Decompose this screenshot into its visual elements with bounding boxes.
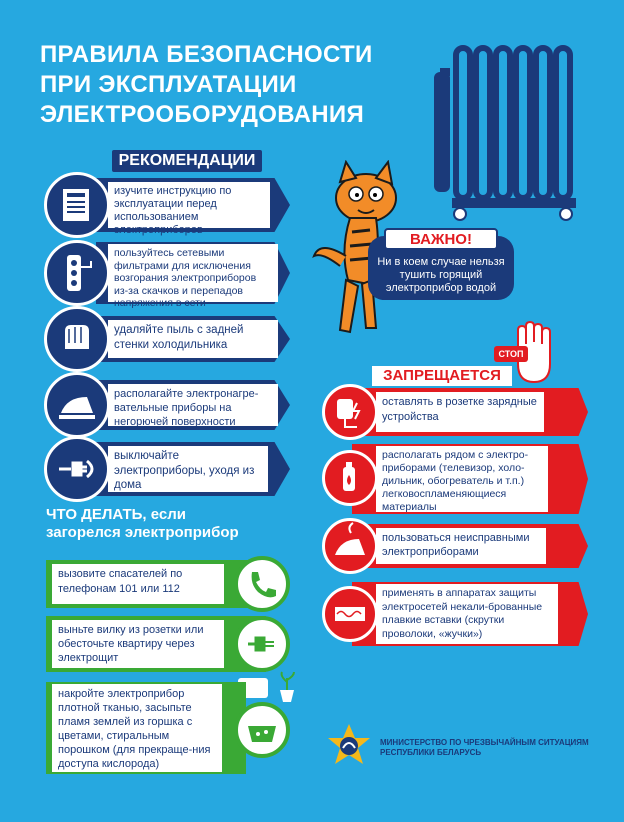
forbidden-header: ЗАПРЕЩАЕТСЯ [372,366,512,386]
important-text: Ни в коем случае нельзя тушить горящий электроприбор водой [377,256,505,294]
fire-action-icon-circle [234,616,290,672]
recommendation-item [44,240,290,309]
power-strip-icon [47,243,107,303]
unplug-hand-icon [238,620,286,668]
fire-action-icon-circle [234,702,290,758]
forbidden-text: располагать рядом с электро-приборами (телевизор, холо-дильник, обогреватель и т.п.) легковоспламеняющиеся материалы [376,446,548,512]
title-line-1: ПРАВИЛА БЕЗОПАСНОСТИ [40,41,373,68]
recommendations-header: РЕКОМЕНДАЦИИ [112,150,262,172]
forbidden-icon-circle [322,450,378,506]
recommendation-text: удаляйте пыль с задней стенки холодильника [108,320,278,358]
fire-action-text: вызовите спасателей по телефонам 101 или 112 [52,564,224,604]
page-title [40,40,400,130]
radiator-icon [432,38,592,224]
forbidden-icon-circle [322,586,378,642]
broken-iron-icon [325,521,375,571]
emergency-ministry-emblem-icon [324,722,374,772]
fire-header-line-1: ЧТО ДЕЛАТЬ, если [46,506,186,523]
title-line-3: ЭЛЕКТРООБОРУДОВАНИЯ [40,101,365,128]
forbidden-text: оставлять в розетке зарядные устройства [376,392,544,432]
fire-header-line-2: загорелся электроприбор [46,524,239,541]
flammable-spray-icon [325,453,375,503]
recommendation-text: пользуйтесь сетевыми фильтрами для исключения возгорания электроприборов из-за скачков и перепадов напряжения в сети [108,244,278,302]
important-note [368,231,514,300]
stop-label: СТОП [494,346,528,362]
forbidden-icon-circle [322,384,378,440]
recommendation-item [44,436,290,502]
manual-book-icon [47,175,107,235]
recommendation-item [44,372,290,438]
recommendation-text: изучите инструкцию по эксплуатации перед использованием электроприборов [108,182,270,228]
forbidden-icon-circle [322,518,378,574]
footer-line-1: МИНИСТЕРСТВО ПО ЧРЕЗВЫЧАЙНЫМ СИТУАЦИЯМ [380,738,589,747]
forbidden-item [322,444,588,514]
forbidden-text: пользоваться неисправными электроприборами [376,528,546,564]
fuse-wire-icon [325,589,375,639]
footer-ministry [380,738,600,758]
forbidden-item [322,384,588,440]
recommendation-text: выключайте электроприборы, уходя из дома [108,446,268,492]
fire-action-item [46,612,290,676]
charger-in-socket-icon [325,387,375,437]
unplug-icon [47,439,107,499]
recommendation-item [44,172,290,238]
fire-action-item [46,680,290,776]
forbidden-item [322,582,588,646]
recommendation-icon-circle [44,436,110,502]
fire-action-text: выньте вилку из розетки или обесточьте квартиру через электрощит [52,620,224,668]
recommendation-icon-circle [44,240,110,306]
phone-icon [238,560,286,608]
fire-action-icon-circle [234,556,290,612]
recommendation-text: располагайте электронагре-вательные приборы на негорючей поверхности [108,384,278,426]
forbidden-text: применять в аппаратах защиты электросетей некали-брованные плавкие вставки (скрутки проволоки, «жучки») [376,584,558,644]
footer-line-2: РЕСПУБЛИКИ БЕЛАРУСЬ [380,748,482,757]
recommendation-item [44,306,290,372]
recommendation-icon-circle [44,306,110,372]
cleaning-glove-icon [47,309,107,369]
forbidden-item [322,518,588,574]
important-header: ВАЖНО! [384,228,498,250]
fire-action-item [46,554,290,614]
recommendation-icon-circle [44,172,110,238]
iron-icon [47,375,107,435]
fire-actions-header [46,506,296,546]
recommendation-icon-circle [44,372,110,438]
title-line-2: ПРИ ЭКСПЛУАТАЦИИ [40,71,297,98]
fire-action-text: накройте электроприбор плотной тканью, засыпьте пламя землей из горшка с цветами, стиральным порошком (для прекраще-ния доступа кислорода) [52,684,222,772]
extinguish-icon [238,706,286,754]
